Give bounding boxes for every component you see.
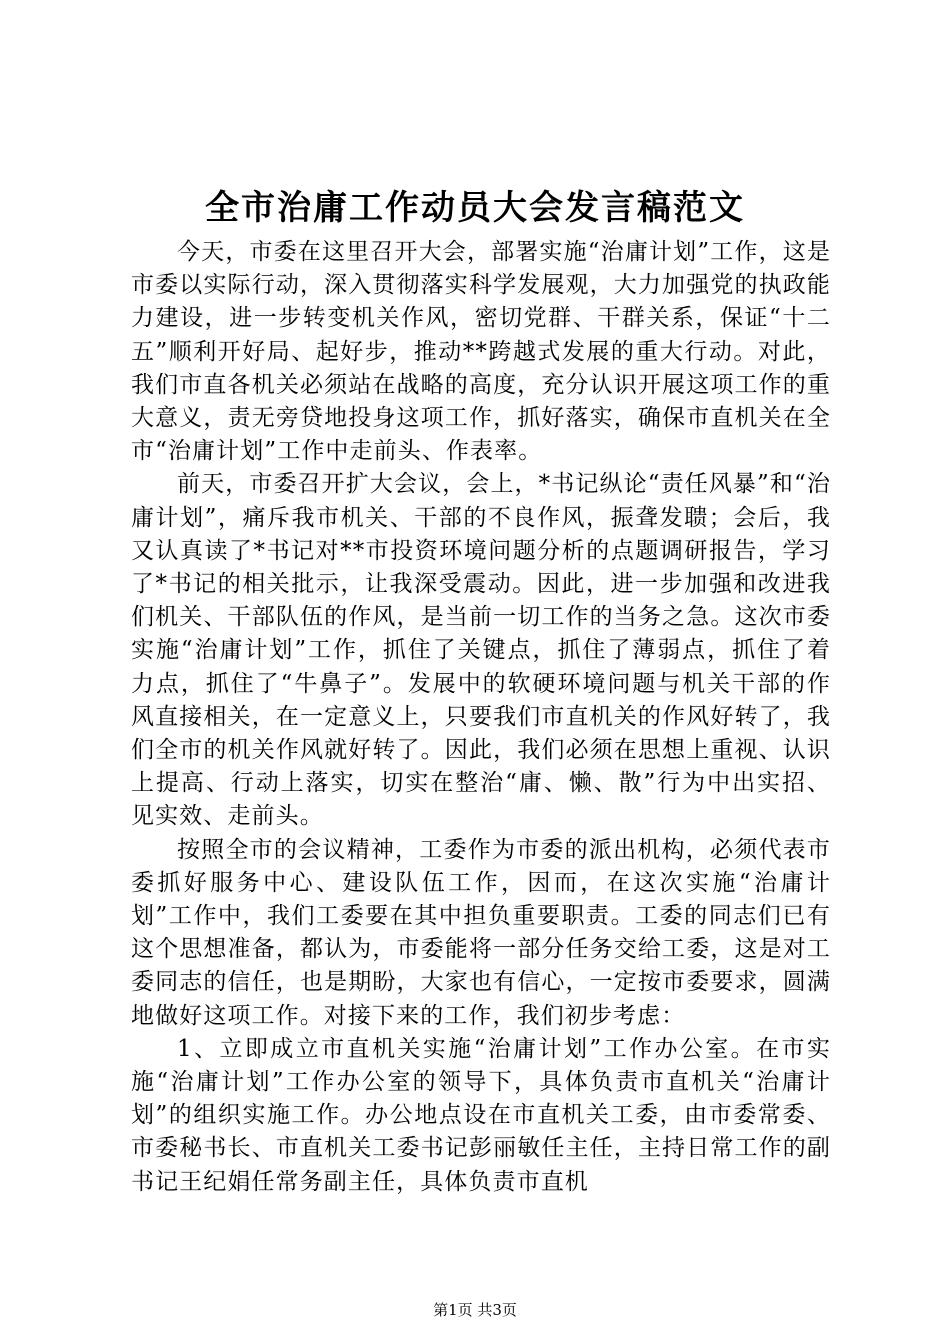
paragraph-2: 前天，市委召开扩大会议，会上，*书记纵论“责任风暴”和“治庸计划”，痛斥我市机关、干部的不良作风，振聋发聩；会后，我又认真读了*书记对**市投资环境问题分析的点题调研报告，学习了*书记的相关批示，让我深受震动。因此，进一步加强和改进我们机关、干部队伍的作风，是当前一切工作的当务之急。这次市委实施“治庸计划”工作，抓住了关键点，抓住了薄弱点，抓住了着力点，抓住了“牛鼻子”。发展中的软硬环境问题与机关干部的作风直接相关，在一定意义上，只要我们市直机关的作风好转了，我们全市的机关作风就好转了。因此，我们必须在思想上重视、认识上提高、行动上落实，切实在整治“庸、懒、散”行为中出实招、见实效、走前头。: [131, 471, 831, 830]
document-body: [131, 236, 831, 1199]
document-title: 全市治庸工作动员大会发言稿范文: [205, 188, 745, 228]
paragraph-1: 今天，市委在这里召开大会，部署实施“治庸计划”工作，这是市委以实际行动，深入贯彻落实科学发展观，大力加强党的执政能力建设，进一步转变机关作风，密切党群、干群关系，保证“十二五”顺利开好局、起好步，推动**跨越式发展的重大行动。对此，我们市直各机关必须站在战略的高度，充分认识开展这项工作的重大意义，责无旁贷地投身这项工作，抓好落实，确保市直机关在全市“治庸计划”工作中走前头、作表率。: [131, 239, 831, 465]
page-footer: 第1页 共3页: [433, 1301, 517, 1319]
paragraph-3: 按照全市的会议精神，工委作为市委的派出机构，必须代表市委抓好服务中心、建设队伍工作，因而，在这次实施“治庸计划”工作中，我们工委要在其中担负重要职责。工委的同志们已有这个思想准备，都认为，市委能将一部分任务交给工委，这是对工委同志的信任，也是期盼，大家也有信心，一定按市委要求，圆满地做好这项工作。对接下来的工作，我们初步考虑：: [131, 836, 831, 1029]
paragraph-4: 1、立即成立市直机关实施“治庸计划”工作办公室。在市实施“治庸计划”工作办公室的领导下，具体负责市直机关“治庸计划”的组织实施工作。办公地点设在市直机关工委，由市委常委、市委秘书长、市直机关工委书记彭丽敏任主任，主持日常工作的副书记王纪娟任常务副主任，具体负责市直机: [131, 1035, 831, 1195]
